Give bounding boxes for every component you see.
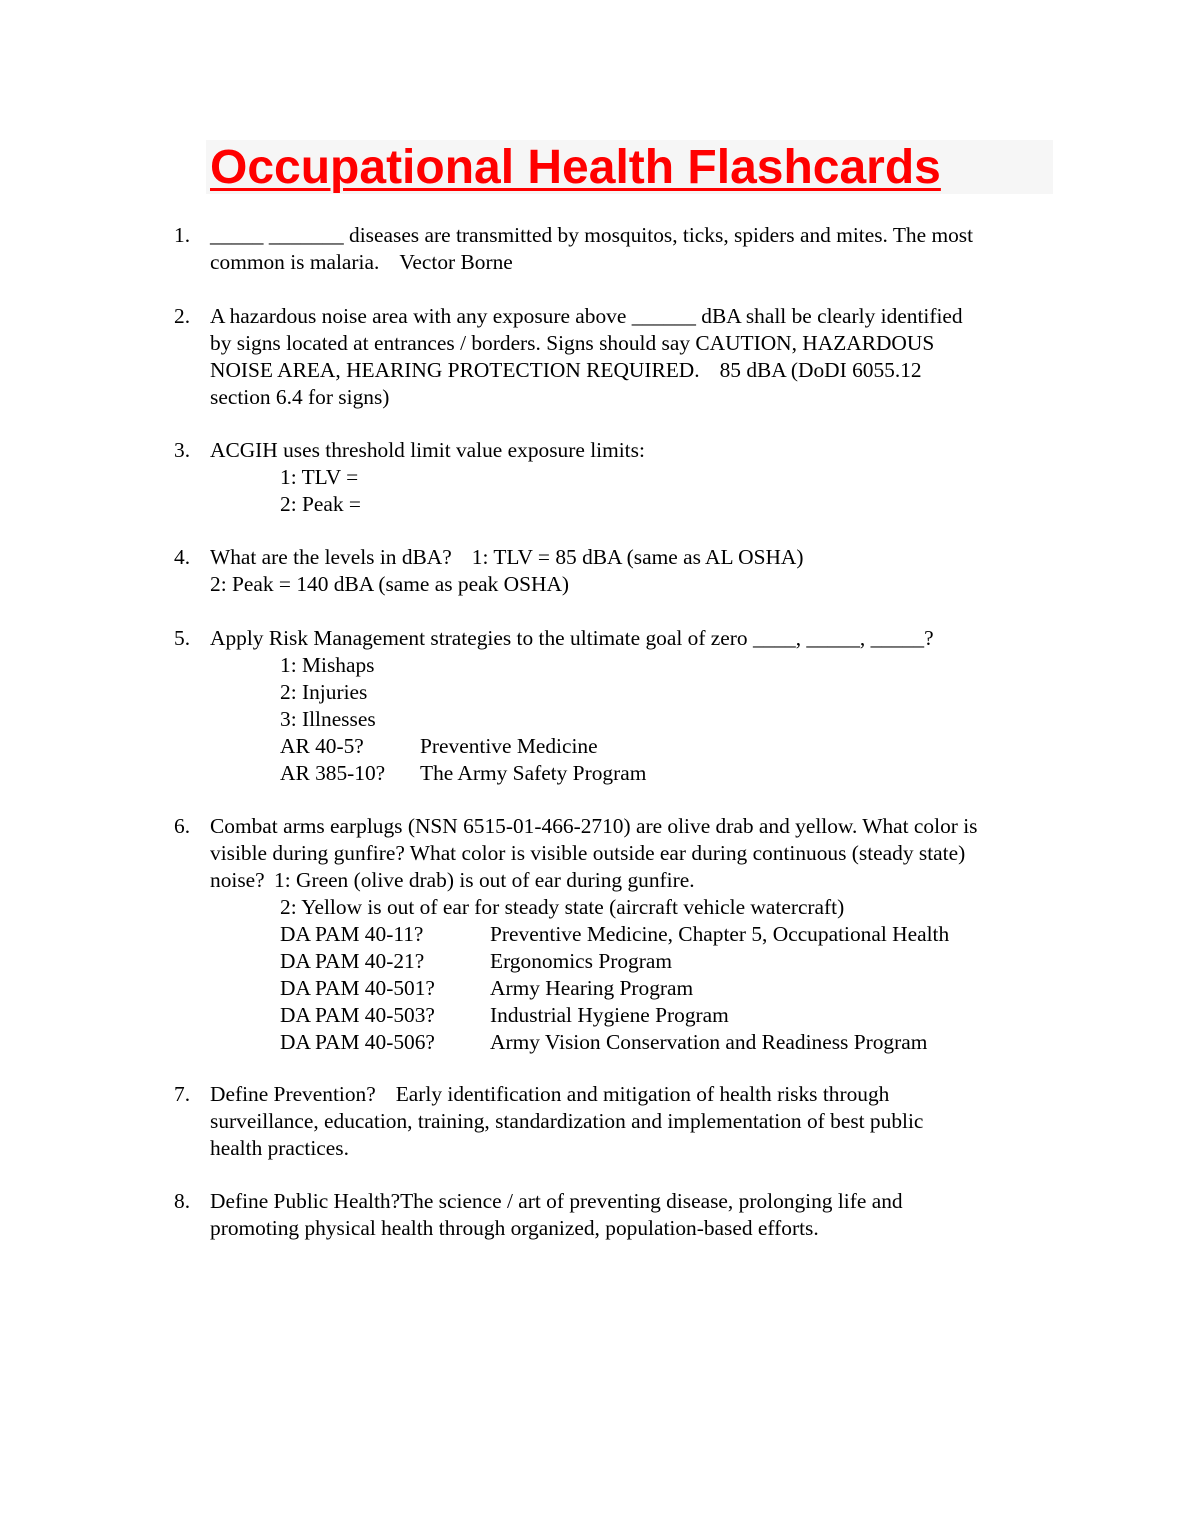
question-text: Apply Risk Management strategies to the ultimate goal of zero ____, _____, _____? <box>210 626 934 650</box>
question-text: Combat arms earplugs (NSN 6515-01-466-2710) are olive drab and yellow. What color is <box>210 814 978 838</box>
question-number: 5. <box>174 626 191 650</box>
question-text: Define Prevention? <box>210 1082 376 1106</box>
question-number: 7. <box>174 1082 191 1106</box>
answer-text: The science / art of preventing disease, prolonging life and <box>400 1189 903 1213</box>
question-number: 6. <box>174 814 191 838</box>
question-body <box>210 437 1070 518</box>
question-body <box>210 1188 1070 1242</box>
sub-item: 3: Illnesses <box>280 707 376 731</box>
page-title: Occupational Health Flashcards <box>210 141 941 194</box>
reference-value: Preventive Medicine <box>420 734 598 758</box>
reference-value: Ergonomics Program <box>490 949 672 973</box>
reference-row <box>210 1029 1070 1056</box>
question-text: visible during gunfire? What color is visible outside ear during continuous (steady state) <box>210 841 966 865</box>
question-body <box>210 813 1070 1056</box>
reference-key: DA PAM 40-503? <box>280 1003 435 1027</box>
question-number: 3. <box>174 438 191 462</box>
answer-text: 2: Peak = 140 dBA (same as peak OSHA) <box>210 572 570 596</box>
question-text: NOISE AREA, HEARING PROTECTION REQUIRED. <box>210 358 700 382</box>
reference-value: Army Vision Conservation and Readiness Program <box>490 1030 928 1054</box>
answer-text: 1: TLV = 85 dBA (same as AL OSHA) <box>471 545 804 569</box>
sub-item: 2: Peak = <box>280 492 361 516</box>
reference-value: Industrial Hygiene Program <box>490 1003 729 1027</box>
question-number: 4. <box>174 545 191 569</box>
reference-key: DA PAM 40-11? <box>280 922 424 946</box>
question-text-line <box>210 1188 1070 1215</box>
question-text-line <box>210 249 1070 276</box>
question-text-line <box>210 867 1070 894</box>
answer-text: 1: Green (olive drab) is out of ear during gunfire. <box>274 868 695 892</box>
question-text: A hazardous noise area with any exposure above ______ dBA shall be clearly identified <box>210 304 963 328</box>
reference-value: Preventive Medicine, Chapter 5, Occupational Health <box>490 922 950 946</box>
answer-text: Vector Borne <box>399 250 513 274</box>
answer-text: promoting physical health through organized, population-based efforts. <box>210 1216 819 1240</box>
answer-text: health practices. <box>210 1136 349 1160</box>
question-text: ACGIH uses threshold limit value exposure limits: <box>210 438 645 462</box>
reference-key: AR 40-5? <box>280 734 364 758</box>
reference-value: The Army Safety Program <box>420 761 647 785</box>
question-text-line <box>210 357 1070 384</box>
reference-key: DA PAM 40-501? <box>280 976 435 1000</box>
question-body <box>210 625 1070 787</box>
answer-text: 85 dBA (DoDI 6055.12 <box>719 358 922 382</box>
reference-value: Army Hearing Program <box>490 976 694 1000</box>
reference-row <box>210 921 1070 948</box>
reference-key: DA PAM 40-506? <box>280 1030 435 1054</box>
answer-text: section 6.4 for signs) <box>210 385 390 409</box>
answer-text: Early identification and mitigation of health risks through <box>395 1082 890 1106</box>
question-text: common is malaria. <box>210 250 380 274</box>
reference-key: DA PAM 40-21? <box>280 949 425 973</box>
question-body <box>210 303 1070 411</box>
question-text: by signs located at entrances / borders. Signs should say CAUTION, HAZARDOUS <box>210 331 935 355</box>
question-body <box>210 544 1070 598</box>
reference-row <box>210 733 1070 760</box>
question-body <box>210 222 1070 276</box>
question-number: 8. <box>174 1189 191 1213</box>
question-text-line <box>210 1081 1070 1108</box>
question-text: _____ _______ diseases are transmitted by mosquitos, ticks, spiders and mites. The most <box>210 223 974 247</box>
question-number: 1. <box>174 223 191 247</box>
question-body <box>210 1081 1070 1162</box>
question-text: Define Public Health? <box>210 1189 401 1213</box>
reference-row <box>210 760 1070 787</box>
question-text: noise? <box>210 868 265 892</box>
answer-text: 2: Yellow is out of ear for steady state (aircraft vehicle watercraft) <box>280 895 845 919</box>
reference-row <box>210 1002 1070 1029</box>
question-text: What are the levels in dBA? <box>210 545 452 569</box>
reference-row <box>210 975 1070 1002</box>
sub-item: 2: Injuries <box>280 680 368 704</box>
question-text-line <box>210 544 1070 571</box>
answer-text: surveillance, education, training, standardization and implementation of best public <box>210 1109 924 1133</box>
question-number: 2. <box>174 304 191 328</box>
sub-item: 1: TLV = <box>280 465 359 489</box>
reference-key: AR 385-10? <box>280 761 386 785</box>
sub-item: 1: Mishaps <box>280 653 375 677</box>
reference-row <box>210 948 1070 975</box>
